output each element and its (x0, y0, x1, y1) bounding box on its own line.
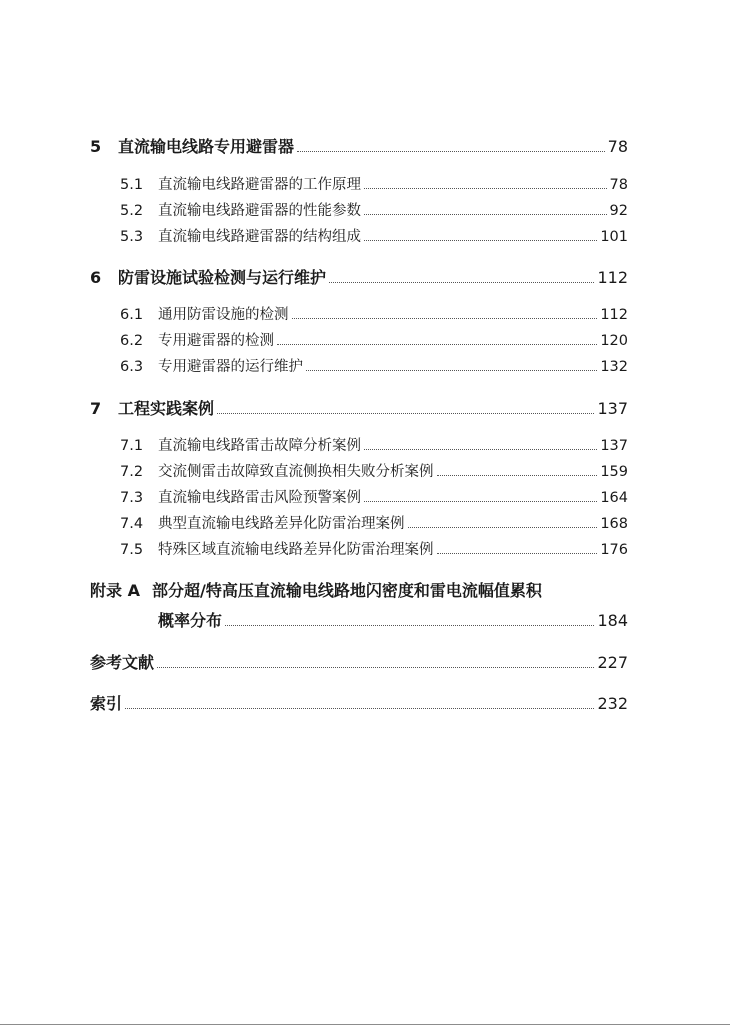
appendix-title-line1: 部分超/特高压直流输电线路地闪密度和雷电流幅值累积 (151, 581, 542, 600)
section-title: 交流侧雷击故障致直流侧换相失败分析案例 (158, 464, 434, 480)
section-number: 6.1 (120, 307, 144, 323)
page-number: 78 (609, 177, 628, 193)
section-number: 6.3 (120, 359, 144, 375)
toc-references[interactable] (90, 650, 628, 673)
section-title: 直流输电线路雷击风险预警案例 (158, 490, 361, 506)
appendix-title-line2: 概率分布 (158, 611, 223, 630)
toc-index[interactable] (90, 691, 628, 714)
leader-dots (437, 474, 598, 476)
section-title: 专用避雷器的运行维护 (158, 359, 303, 375)
leader-dots (364, 187, 607, 189)
toc-section-7-4[interactable] (120, 512, 628, 533)
section-number: 7.1 (120, 438, 144, 454)
toc-section-5-2[interactable] (120, 199, 628, 220)
leader-dots (364, 213, 607, 215)
page-number: 168 (600, 516, 628, 532)
page-number: 176 (600, 542, 628, 558)
page-number: 112 (600, 307, 628, 323)
section-title: 特殊区域直流输电线路差异化防雷治理案例 (158, 542, 434, 558)
section-number: 5.2 (120, 203, 144, 219)
leader-dots (364, 239, 597, 241)
page-number: 164 (600, 490, 628, 506)
chapter-title: 直流输电线路专用避雷器 (118, 137, 295, 156)
toc-section-5-3[interactable] (120, 225, 628, 246)
references-title: 参考文献 (90, 653, 155, 672)
leader-dots (225, 624, 594, 626)
toc-section-7-1[interactable] (120, 434, 628, 455)
leader-dots (364, 500, 597, 502)
page-bottom-border (0, 1024, 730, 1025)
section-title: 直流输电线路避雷器的工作原理 (158, 177, 361, 193)
index-title: 索引 (90, 694, 123, 713)
toc-chapter-5[interactable] (90, 134, 628, 157)
section-number: 7.3 (120, 490, 144, 506)
leader-dots (329, 281, 594, 283)
page-number: 232 (597, 694, 628, 713)
leader-dots (292, 317, 598, 319)
leader-dots (277, 343, 597, 345)
leader-dots (157, 666, 594, 668)
toc-section-7-5[interactable] (120, 538, 628, 559)
section-number: 7.5 (120, 542, 144, 558)
chapter-number: 7 (90, 399, 102, 418)
page-number: 184 (597, 611, 628, 630)
page-number: 227 (597, 653, 628, 672)
chapter-title: 工程实践案例 (118, 399, 215, 418)
leader-dots (437, 552, 598, 554)
section-number: 6.2 (120, 333, 144, 349)
toc-appendix-a-line2[interactable] (158, 608, 628, 631)
toc-section-6-3[interactable] (120, 355, 628, 376)
leader-dots (306, 369, 597, 371)
page-number: 78 (607, 137, 628, 156)
appendix-label: 附录 A (90, 581, 140, 600)
page-number: 92 (609, 203, 628, 219)
section-title: 典型直流输电线路差异化防雷治理案例 (158, 516, 405, 532)
leader-dots (297, 150, 605, 152)
toc-section-5-1[interactable] (120, 173, 628, 194)
toc-appendix-a-line1[interactable] (90, 578, 542, 601)
toc-chapter-7[interactable] (90, 396, 628, 419)
toc-section-7-2[interactable] (120, 460, 628, 481)
toc-section-7-3[interactable] (120, 486, 628, 507)
leader-dots (217, 412, 594, 414)
section-number: 5.1 (120, 177, 144, 193)
toc-section-6-2[interactable] (120, 329, 628, 350)
page-number: 159 (600, 464, 628, 480)
chapter-title: 防雷设施试验检测与运行维护 (118, 268, 327, 287)
section-number: 7.4 (120, 516, 144, 532)
leader-dots (364, 448, 597, 450)
page-number: 120 (600, 333, 628, 349)
leader-dots (125, 707, 594, 709)
section-title: 专用避雷器的检测 (158, 333, 274, 349)
toc-chapter-6[interactable] (90, 265, 628, 288)
section-number: 5.3 (120, 229, 144, 245)
section-title: 直流输电线路避雷器的结构组成 (158, 229, 361, 245)
page-number: 137 (597, 399, 628, 418)
page-number: 101 (600, 229, 628, 245)
toc-section-6-1[interactable] (120, 303, 628, 324)
section-title: 直流输电线路雷击故障分析案例 (158, 438, 361, 454)
section-number: 7.2 (120, 464, 144, 480)
page-number: 112 (597, 268, 628, 287)
leader-dots (408, 526, 598, 528)
section-title: 通用防雷设施的检测 (158, 307, 289, 323)
page-number: 132 (600, 359, 628, 375)
chapter-number: 6 (90, 268, 102, 287)
page-number: 137 (600, 438, 628, 454)
section-title: 直流输电线路避雷器的性能参数 (158, 203, 361, 219)
chapter-number: 5 (90, 137, 102, 156)
